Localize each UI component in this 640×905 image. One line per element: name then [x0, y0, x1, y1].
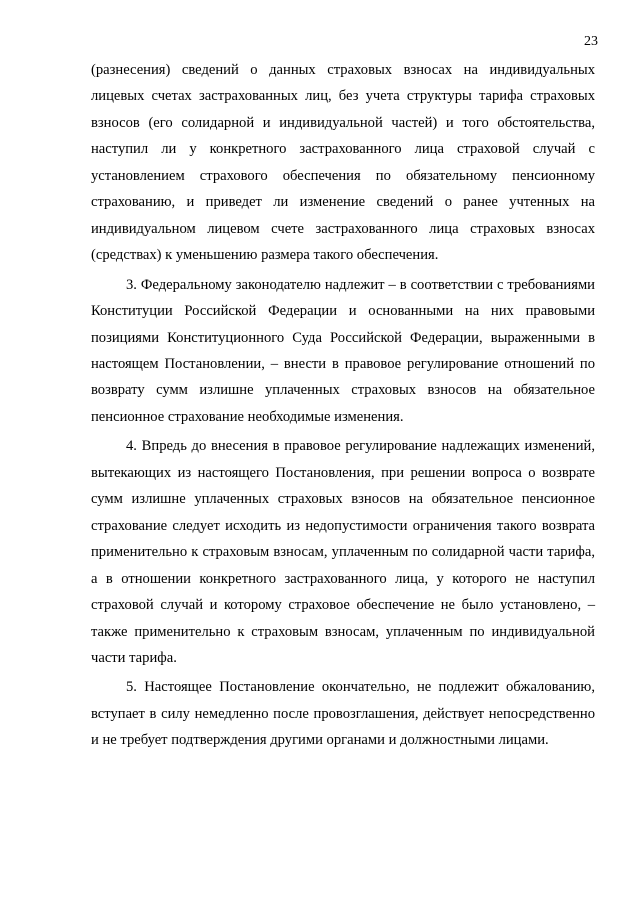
page-number: 23	[584, 34, 598, 49]
paragraph-item-5: 5. Настоящее Постановление окончательно, не подлежит обжалованию, вступает в силу немедленно после провозглашения, действует непосредственно и не требует подтверждения другими органами и должностными лицами.	[91, 679, 595, 749]
paragraph-continuation: (разнесения) сведений о данных страховых взносах на индивидуальных лицевых счетах застрахованных лиц, без учета структуры тарифа страховых взносов (его солидарной и индивидуальной частей) и того обстоятельства, наступил ли у конкретного застрахованного лица страховой случай с установлением страхового обеспечения по обязательному пенсионному страхованию, и приведет ли изменение сведений о ранее учтенных на индивидуальном лицевом счете застрахованного лица страховых взносах (средствах) к уменьшению размера такого обеспечения.	[91, 62, 595, 264]
paragraph-item-4: 4. Впредь до внесения в правовое регулирование надлежащих изменений, вытекающих из настоящего Постановления, при решении вопроса о возврате сумм излишне уплаченных страховых взносов на обязательное пенсионное страхование следует исходить из недопустимости ограничения такого возврата применительно к страховым взносам, уплаченным по солидарной части тарифа, а в отношении конкретного застрахованного лица, у которого не наступил страховой случай и которому страховое обеспечение не было установлено, – также применительно к страховым взносам, уплаченным по индивидуальной части тарифа.	[91, 438, 595, 666]
document-body	[91, 57, 595, 754]
paragraph-item-3: 3. Федеральному законодателю надлежит – в соответствии с требованиями Конституции Российской Федерации и основанными на них правовыми позициями Конституционного Суда Российской Федерации, выраженными в настоящем Постановлении, – внести в правовое регулирование отношений по возврату сумм излишне уплаченных страховых взносов на обязательное пенсионное страхование необходимые изменения.	[91, 276, 595, 425]
